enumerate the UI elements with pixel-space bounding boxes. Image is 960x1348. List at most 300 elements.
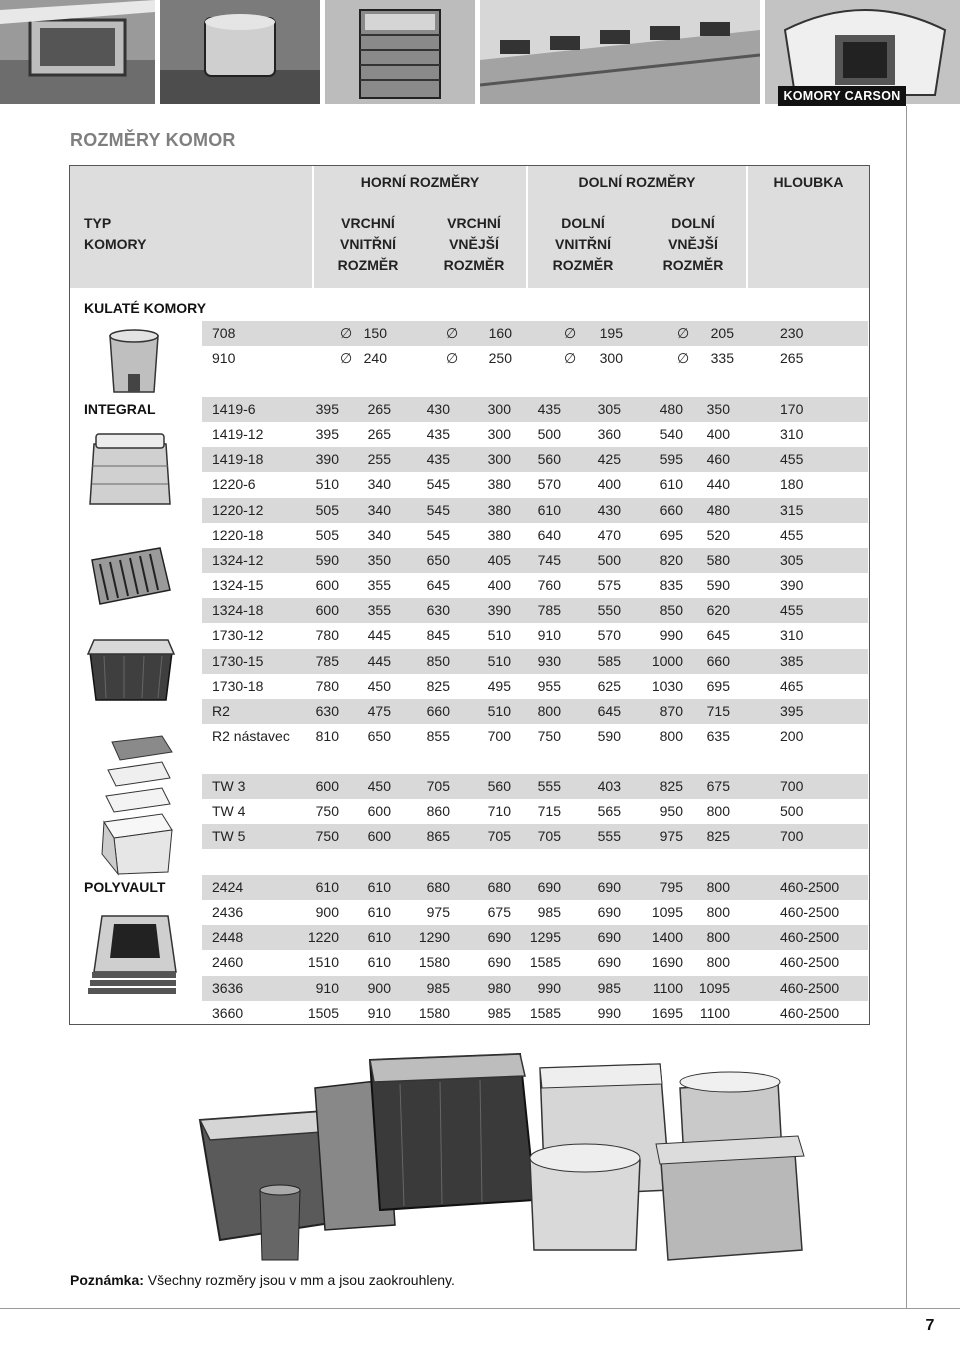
row-type-name: TW 5 (212, 828, 246, 845)
dimension-value: 985 (537, 904, 561, 921)
product-collage (190, 1040, 810, 1265)
dimension-value: 560 (537, 451, 561, 468)
row-type-name: R2 (212, 702, 230, 719)
table-row (202, 498, 868, 523)
dimension-value: 510 (487, 652, 511, 669)
dimension-value: 695 (706, 677, 730, 694)
header-top-inner: VRCHNÍ VNITŘNÍ ROZMĚR (337, 215, 399, 273)
dimension-value: 600 (315, 602, 339, 619)
dimension-value: 610 (367, 904, 391, 921)
dimension-value: 600 (315, 577, 339, 594)
dimension-value: 400 (487, 577, 511, 594)
installation-photo-4 (480, 0, 760, 104)
dimension-value: 600 (367, 828, 391, 845)
round-box-thumbnail (98, 326, 170, 394)
dimension-value: 460 (706, 451, 730, 468)
dimension-value: 985 (597, 979, 621, 996)
dimension-value: 835 (659, 577, 683, 594)
dimension-value: 475 (367, 702, 391, 719)
dimension-value: 600 (315, 778, 339, 794)
table-row (202, 1001, 868, 1026)
section-label: POLYVAULT (84, 879, 166, 895)
dimension-value: 1585 (529, 954, 561, 971)
dimension-value: 910 (367, 1004, 391, 1021)
dimension-value: 1095 (651, 904, 683, 921)
dimension-value: 930 (537, 652, 561, 669)
dimension-value: 800 (706, 803, 730, 820)
dimension-value: 1505 (307, 1004, 339, 1021)
dimension-value: 510 (315, 476, 339, 493)
header-top-outer: VRCHNÍ VNĚJŠÍ ROZMĚR (443, 215, 505, 273)
dimension-value: 340 (367, 526, 391, 543)
dimension-value: 545 (426, 476, 450, 493)
dimension-value: 560 (487, 778, 511, 794)
dimension-value: 1400 (651, 929, 683, 946)
row-type-name: 1220-18 (212, 526, 264, 543)
depth-value: 455 (780, 526, 804, 543)
table-row (202, 875, 868, 900)
dimension-value: 650 (367, 727, 391, 744)
dimension-value: 760 (537, 577, 561, 594)
dimension-value: 575 (597, 577, 621, 594)
dimension-value: 590 (706, 577, 730, 594)
dimension-value: 255 (367, 451, 391, 468)
row-type-name: 1419-6 (212, 401, 256, 417)
dimension-value: 1290 (418, 929, 450, 946)
dimension-value: 160 (488, 325, 512, 341)
dimension-value: 690 (597, 879, 621, 895)
dimension-value: 850 (659, 602, 683, 619)
dimension-value: 825 (426, 677, 450, 694)
dimension-value: 610 (315, 879, 339, 895)
dimension-value: 355 (367, 602, 391, 619)
dimension-value: 650 (426, 551, 450, 568)
dimension-value: 300 (487, 401, 511, 417)
dimension-value: 985 (426, 979, 450, 996)
table-row (202, 824, 868, 849)
dimension-value: 205 (710, 325, 734, 341)
dimension-value: 595 (659, 451, 683, 468)
dimension-value: 540 (659, 426, 683, 443)
dimension-value: 350 (706, 401, 730, 417)
table-row (202, 573, 868, 598)
dimension-value: 445 (367, 627, 391, 644)
dimension-value: 390 (487, 602, 511, 619)
dimension-value: 1585 (529, 1004, 561, 1021)
dimension-value: 675 (487, 904, 511, 921)
dimension-value: 680 (487, 879, 511, 895)
dimension-value: 1030 (651, 677, 683, 694)
dimension-value: 860 (426, 803, 450, 820)
bottom-rule (0, 1308, 960, 1309)
dimension-value: 195 (599, 325, 623, 341)
dimension-value: 705 (426, 778, 450, 794)
dimension-value: 690 (487, 954, 511, 971)
dimension-value: 545 (426, 526, 450, 543)
page-title: ROZMĚRY KOMOR (70, 130, 236, 150)
large-box-thumbnail (84, 634, 178, 704)
dimension-value: 403 (597, 778, 621, 794)
header-top-dimensions: HORNÍ ROZMĚRY (360, 174, 480, 190)
dimension-value: 640 (537, 526, 561, 543)
dimension-value: 1580 (418, 954, 450, 971)
table-row (202, 447, 868, 472)
dimension-value: 250 (488, 350, 512, 367)
dimension-value: 360 (597, 426, 621, 443)
dimension-value: 1100 (652, 979, 683, 996)
dimension-value: 340 (367, 476, 391, 493)
depth-value: 310 (780, 627, 804, 644)
footnote-label: Poznámka: (70, 1272, 144, 1288)
depth-value: 170 (780, 401, 804, 417)
integral-box-thumbnail (84, 430, 176, 510)
dimension-value: 335 (710, 350, 734, 367)
depth-value: 460-2500 (780, 929, 840, 946)
dimension-value: 625 (597, 677, 621, 694)
dimension-value: 825 (659, 778, 683, 794)
installation-photo-2 (160, 0, 320, 104)
dimension-value: 780 (315, 627, 339, 644)
dimension-value: 300 (487, 451, 511, 468)
dimension-value: 660 (426, 702, 450, 719)
dimension-value: 800 (706, 929, 730, 946)
dimension-value: 975 (659, 828, 683, 845)
diameter-icon: ∅ (677, 325, 690, 341)
dimension-value: 660 (706, 652, 730, 669)
row-type-name: R2 nástavec (212, 727, 290, 744)
dimension-value: 985 (487, 1004, 511, 1021)
dimension-value: 1220 (307, 929, 339, 946)
dimension-value: 545 (426, 501, 450, 518)
dimension-value: 910 (315, 979, 339, 996)
dimension-value: 645 (706, 627, 730, 644)
dimension-value: 380 (487, 501, 511, 518)
dimension-value: 610 (367, 929, 391, 946)
row-type-name: 1324-12 (212, 551, 264, 568)
dimension-value: 400 (597, 476, 621, 493)
dimension-value: 645 (426, 577, 450, 594)
table-row (202, 649, 868, 674)
dimension-value: 435 (426, 451, 450, 468)
table-row (202, 925, 868, 950)
dimension-value: 950 (659, 803, 683, 820)
dimension-value: 555 (537, 778, 561, 794)
table-row (202, 976, 868, 1001)
depth-value: 700 (780, 828, 804, 845)
row-type-name: 1730-18 (212, 677, 264, 694)
depth-value: 455 (780, 602, 804, 619)
dimension-value: 635 (706, 727, 730, 744)
dimension-value: 620 (706, 602, 730, 619)
dimension-value: 505 (315, 501, 339, 518)
dimension-value: 910 (537, 627, 561, 644)
dimension-value: 590 (315, 551, 339, 568)
table-row (202, 774, 868, 799)
dimension-value: 600 (367, 803, 391, 820)
dimension-value: 570 (597, 627, 621, 644)
dimension-value: 340 (367, 501, 391, 518)
diameter-icon: ∅ (564, 350, 577, 367)
dimension-value: 800 (537, 702, 561, 719)
dimension-value: 445 (367, 652, 391, 669)
dimension-value: 510 (487, 627, 511, 644)
dimension-value: 610 (367, 879, 391, 895)
dimension-value: 590 (597, 727, 621, 744)
dimension-value: 470 (597, 526, 621, 543)
dimension-value: 350 (367, 551, 391, 568)
dimension-value: 495 (487, 677, 511, 694)
dimension-value: 1100 (699, 1004, 730, 1021)
table-row (202, 548, 868, 573)
dimension-value: 565 (597, 803, 621, 820)
dimension-value: 390 (315, 451, 339, 468)
row-type-name: 708 (212, 325, 236, 341)
dimension-value: 405 (487, 551, 511, 568)
dimension-value: 795 (659, 879, 683, 895)
depth-value: 395 (780, 702, 804, 719)
dimension-value: 580 (706, 551, 730, 568)
installation-photo-3 (325, 0, 475, 104)
footnote-text: Všechny rozměry jsou v mm a jsou zaokrouhleny. (143, 1272, 455, 1288)
dimension-value: 800 (706, 879, 730, 895)
table-row (202, 598, 868, 623)
dimension-value: 300 (599, 350, 623, 367)
dimension-value: 710 (487, 803, 511, 820)
diameter-icon: ∅ (677, 350, 690, 367)
dimension-value: 265 (367, 401, 391, 417)
dimension-value: 425 (597, 451, 621, 468)
dimension-value: 715 (537, 803, 561, 820)
row-type-name: 3660 (212, 1004, 244, 1021)
depth-value: 460-2500 (780, 904, 840, 921)
row-type-name: 2460 (212, 954, 244, 971)
dimension-value: 1000 (651, 652, 683, 669)
dimension-value: 500 (537, 426, 561, 443)
dimension-value: 1695 (651, 1004, 683, 1021)
header-bottom-dimensions: DOLNÍ ROZMĚRY (578, 174, 696, 190)
dimension-value: 1510 (307, 954, 339, 971)
header-bottom-outer: DOLNÍ VNĚJŠÍ ROZMĚR (662, 215, 724, 273)
dimension-value: 500 (597, 551, 621, 568)
table-row (202, 699, 868, 724)
dimension-value: 555 (597, 828, 621, 845)
diameter-icon: ∅ (446, 325, 459, 341)
dimension-value: 990 (537, 979, 561, 996)
footnote (70, 1272, 455, 1288)
dimension-value: 690 (487, 929, 511, 946)
dimension-value: 480 (706, 501, 730, 518)
row-type-name: 1220-6 (212, 476, 256, 493)
installation-photo-1 (0, 0, 155, 104)
depth-value: 465 (780, 677, 804, 694)
dimension-value: 955 (537, 677, 561, 694)
section-label: KULATÉ KOMORY (84, 300, 207, 316)
depth-value: 230 (780, 325, 804, 341)
right-margin-rule (906, 106, 907, 1308)
tw-stack-thumbnail (92, 734, 178, 876)
diameter-icon: ∅ (340, 325, 353, 341)
dimension-value: 585 (597, 652, 621, 669)
table-row (202, 422, 868, 447)
row-type-name: 1324-15 (212, 577, 264, 594)
table-row (202, 799, 868, 824)
dimension-value: 505 (315, 526, 339, 543)
dimension-value: 690 (537, 879, 561, 895)
depth-value: 460-2500 (780, 1004, 840, 1021)
depth-value: 315 (780, 501, 804, 518)
dimensions-table (69, 165, 870, 1025)
dimension-value: 800 (706, 904, 730, 921)
row-type-name: 1419-18 (212, 451, 264, 468)
dimension-value: 675 (706, 778, 730, 794)
dimension-value: 240 (363, 350, 387, 367)
grate-lid-thumbnail (88, 546, 172, 606)
dimension-value: 700 (487, 727, 511, 744)
table-row (202, 674, 868, 699)
dimension-value: 150 (363, 325, 387, 341)
diameter-icon: ∅ (446, 350, 459, 367)
row-type-name: 3636 (212, 979, 244, 996)
depth-value: 265 (780, 350, 804, 367)
depth-value: 390 (780, 577, 804, 594)
dimension-value: 800 (659, 727, 683, 744)
header-depth: HLOUBKA (773, 174, 844, 190)
dimension-value: 900 (367, 979, 391, 996)
dimension-value: 810 (315, 727, 339, 744)
dimension-value: 750 (537, 727, 561, 744)
dimension-value: 705 (537, 828, 561, 845)
brand-bar: KOMORY CARSON (778, 86, 906, 106)
row-type-name: 1419-12 (212, 426, 264, 443)
depth-value: 310 (780, 426, 804, 443)
dimension-value: 435 (537, 401, 561, 417)
dimension-value: 440 (706, 476, 730, 493)
table-row (202, 472, 868, 497)
dimension-value: 865 (426, 828, 450, 845)
dimension-value: 780 (315, 677, 339, 694)
diameter-icon: ∅ (564, 325, 577, 341)
dimension-value: 265 (367, 426, 391, 443)
table-row (202, 397, 868, 422)
dimension-value: 380 (487, 476, 511, 493)
dimension-value: 750 (315, 828, 339, 845)
dimension-value: 1295 (529, 929, 561, 946)
dimension-value: 785 (537, 602, 561, 619)
row-type-name: 2436 (212, 904, 244, 921)
dimension-value: 900 (315, 904, 339, 921)
dimension-value: 845 (426, 627, 450, 644)
dimension-value: 705 (487, 828, 511, 845)
dimension-value: 645 (597, 702, 621, 719)
depth-value: 460-2500 (780, 879, 840, 895)
section-label: INTEGRAL (84, 401, 156, 417)
dimension-value: 820 (659, 551, 683, 568)
row-type-name: 1220-12 (212, 501, 264, 518)
dimension-value: 610 (537, 501, 561, 518)
dimension-value: 660 (659, 501, 683, 518)
dimension-value: 680 (426, 879, 450, 895)
dimension-value: 850 (426, 652, 450, 669)
dimension-value: 400 (706, 426, 730, 443)
dimension-value: 825 (706, 828, 730, 845)
table-row (202, 623, 868, 648)
dimension-value: 800 (706, 954, 730, 971)
dimension-value: 1690 (651, 954, 683, 971)
diameter-icon: ∅ (340, 350, 353, 367)
dimension-value: 510 (487, 702, 511, 719)
dimension-value: 990 (659, 627, 683, 644)
dimension-value: 300 (487, 426, 511, 443)
table-row (202, 900, 868, 925)
depth-value: 455 (780, 451, 804, 468)
row-type-name: 1324-18 (212, 602, 264, 619)
dimension-value: 975 (426, 904, 450, 921)
depth-value: 460-2500 (780, 954, 840, 971)
table-row (202, 346, 868, 371)
dimension-value: 695 (659, 526, 683, 543)
dimension-value: 690 (597, 904, 621, 921)
dimension-value: 715 (706, 702, 730, 719)
dimension-value: 480 (659, 401, 683, 417)
dimension-value: 870 (659, 702, 683, 719)
depth-value: 200 (780, 727, 804, 744)
dimension-value: 990 (597, 1004, 621, 1021)
dimension-value: 520 (706, 526, 730, 543)
dimension-value: 610 (367, 954, 391, 971)
table-row (202, 950, 868, 975)
dimension-value: 435 (426, 426, 450, 443)
row-type-name: 910 (212, 350, 236, 367)
dimension-value: 430 (426, 401, 450, 417)
polyvault-thumbnail (82, 910, 182, 996)
depth-value: 385 (780, 652, 804, 669)
dimension-value: 785 (315, 652, 339, 669)
depth-value: 460-2500 (780, 979, 840, 996)
table-row (202, 321, 868, 346)
row-type-name: TW 3 (212, 778, 246, 794)
dimension-value: 450 (367, 778, 391, 794)
dimension-value: 1580 (418, 1004, 450, 1021)
dimension-value: 690 (597, 929, 621, 946)
dimension-value: 430 (597, 501, 621, 518)
dimension-value: 305 (597, 401, 621, 417)
dimension-value: 855 (426, 727, 450, 744)
depth-value: 180 (780, 476, 804, 493)
dimension-value: 610 (659, 476, 683, 493)
dimension-value: 1095 (698, 979, 730, 996)
row-type-name: 1730-15 (212, 652, 264, 669)
table-row (202, 523, 868, 548)
row-type-name: 2424 (212, 879, 244, 895)
dimension-value: 630 (426, 602, 450, 619)
row-type-name: 1730-12 (212, 627, 264, 644)
dimension-value: 690 (597, 954, 621, 971)
dimension-value: 570 (537, 476, 561, 493)
dimension-value: 550 (597, 602, 621, 619)
depth-value: 305 (780, 551, 804, 568)
dimension-value: 980 (487, 979, 511, 996)
dimension-value: 450 (367, 677, 391, 694)
depth-value: 500 (780, 803, 804, 820)
dimension-value: 380 (487, 526, 511, 543)
dimension-value: 745 (537, 551, 561, 568)
table-row (202, 724, 868, 749)
depth-value: 700 (780, 778, 804, 794)
row-type-name: 2448 (212, 929, 244, 946)
dimension-value: 395 (315, 426, 339, 443)
header-bottom-inner: DOLNÍ VNITŘNÍ ROZMĚR (552, 215, 614, 273)
dimension-value: 395 (315, 401, 339, 417)
